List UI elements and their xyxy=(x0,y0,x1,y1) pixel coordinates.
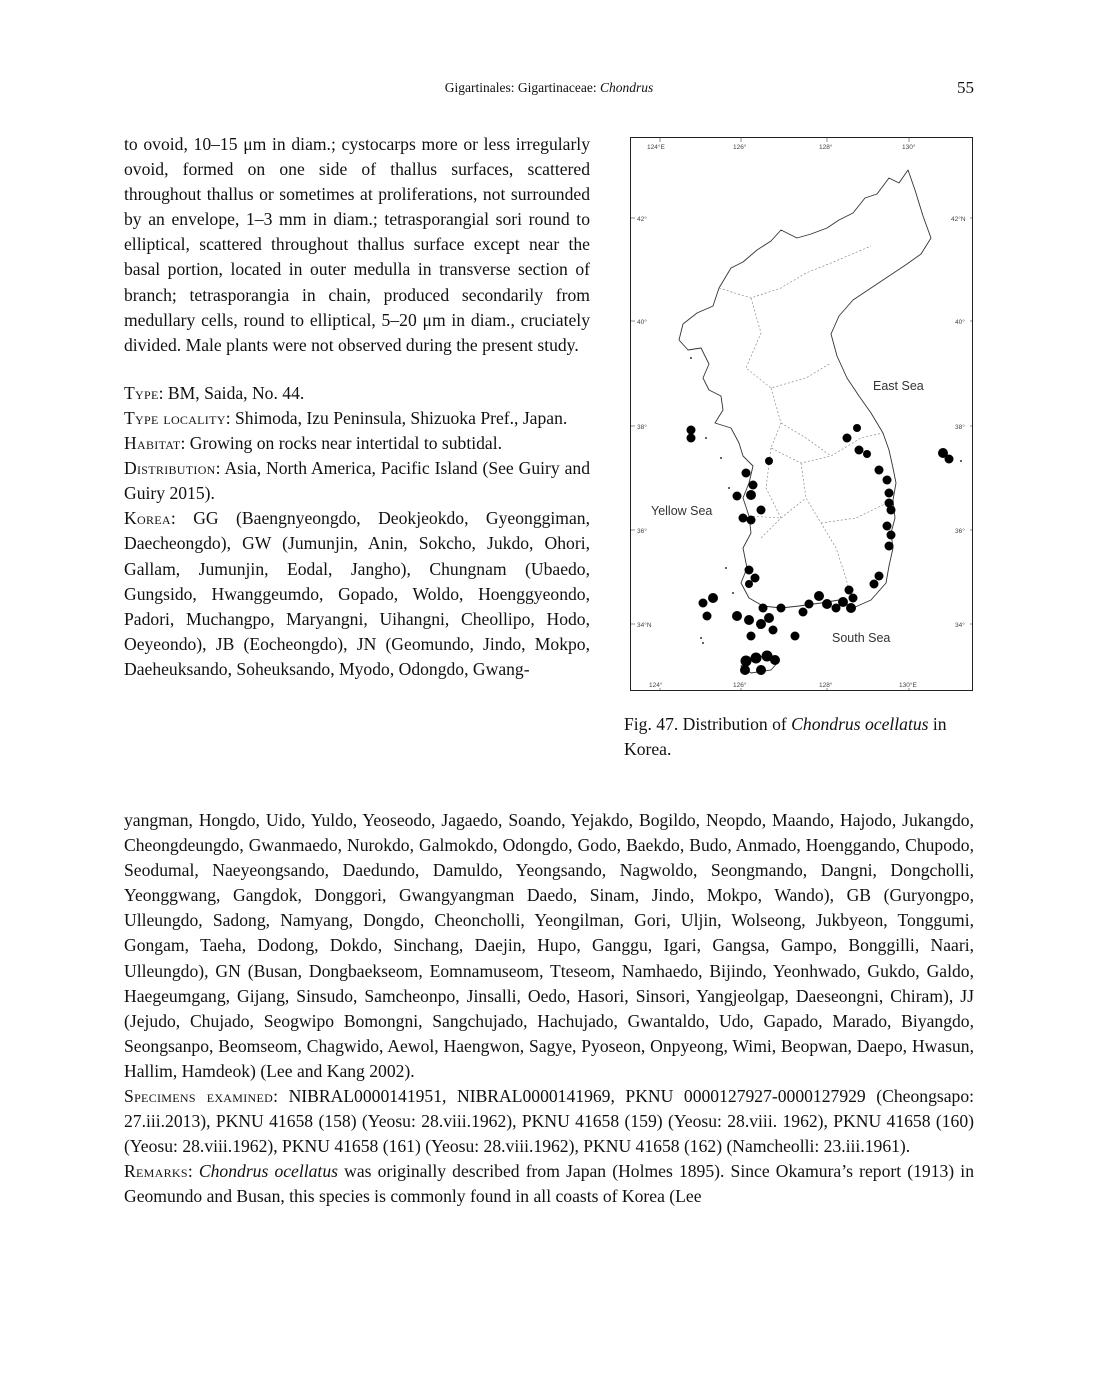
east-sea-label: East Sea xyxy=(873,379,924,393)
lat-label-left: 38° xyxy=(637,424,647,431)
distribution-marker xyxy=(875,466,884,475)
distribution-marker xyxy=(756,665,766,675)
lon-label-top: 128° xyxy=(819,144,833,151)
lat-label-left: 40° xyxy=(637,319,647,326)
distribution-marker xyxy=(687,426,696,435)
distribution-marker xyxy=(887,506,896,515)
distribution-marker xyxy=(845,586,854,595)
distribution-marker xyxy=(846,603,856,613)
lon-label-bottom: 128° xyxy=(819,682,833,689)
distribution-marker xyxy=(699,599,708,608)
distribution-marker xyxy=(747,632,756,641)
specimens-entry xyxy=(124,1084,974,1159)
lat-label-right: 34° xyxy=(955,622,965,629)
distribution-marker xyxy=(887,531,896,540)
korea-continued: yangman, Hongdo, Uido, Yuldo, Yeoseodo, Jagaedo, Soando, Yejakdo, Bogildo, Neopdo, Maando, Hajodo, Jukangdo, Cheongdeungdo, Gwanmaedo, Nurokdo, Galmokdo, Odongdo, Godo, Baekdo, Budo, Anmado, Hoenggando, Chupodo, Seodumal, Naeyeongsando, Daedundo, Damuldo, Yeongsando, Nagwoldo, Seongmando, Dangni, Dongcholli, Yeonggwang, Gangdok, Donggori, Gwangyangman Daedo, Sinam, Jindo, Mokpo, Wando), GB (Guryongpo, Ulleungdo, Sadong, Namyang, Dongdo, Cheoncholli, Yeongilman, Gori, Uljin, Wolseong, Jukbyeon, Tonggumi, Gongam, Taeha, Dodong, Dokdo, Sinchang, Daejin, Hupo, Ganggu, Igari, Gangsa, Gampo, Bonggilli, Naari, Ulleungdo), GN (Busan, Dongbaekseom, Eomnamuseom, Tteseom, Namhaedo, Bijindo, Yeonhwado, Gukdo, Galdo, Haegeumgang, Gijang, Sinsudo, Samcheonpo, Jinsalli, Oedo, Hasori, Sinsori, Yangjeolgap, Daeseongni, Chiram), JJ (Jejudo, Chujado, Seogwipo Bomongni, Sangchujado, Hachujado, Gwantaldo, Udo, Gapado, Marado, Biyangdo, Seongsanpo, Beomseom, Chagwido, Aewol, Haengwon, Sagye, Pyoseon, Onpyeong, Wimi, Beopwan, Daepo, Hwasun, Hallim, Hamdeok) (Lee and Kang 2002). xyxy=(124,810,974,1081)
distribution-marker xyxy=(742,469,751,478)
distribution-marker xyxy=(757,506,766,515)
distribution-marker xyxy=(751,653,762,664)
distribution-marker xyxy=(687,434,696,443)
distribution-marker xyxy=(703,612,712,621)
lon-labels-bottom xyxy=(649,681,917,689)
lat-label-left: 36° xyxy=(637,528,647,535)
description-paragraph: to ovoid, 10–15 μm in diam.; cystocarps more or less irregularly ovoid, formed on one side of thallus surfaces, scattered throughout thallus or sometimes at proliferations, not surrounded by an envelope, 1–3 mm in diam.; tetrasporangial sori round to elliptical, scattered throughout thallus surface except near the basal portion, located in outer medulla in transverse section of branch; tetrasporangia in chain, produced secondarily from medullary cells, round to elliptical, 5–20 μm in diam., cruciately divided. Male plants were not observed during the present study. xyxy=(124,134,590,355)
lon-label-top: 124°E xyxy=(647,144,665,151)
yellow-sea-label: Yellow Sea xyxy=(651,504,713,518)
type-label: Type xyxy=(124,382,159,403)
distribution-marker xyxy=(745,566,754,575)
running-head-text: Gigartinales: Gigartinaceae: xyxy=(444,80,600,95)
distribution-map xyxy=(630,137,973,691)
page-header xyxy=(124,78,974,102)
full-width-text xyxy=(124,808,974,1210)
distribution-marker xyxy=(751,574,760,583)
caption-prefix: Fig. 47. Distribution of xyxy=(624,714,792,734)
distribution-marker xyxy=(863,450,871,458)
distribution-marker xyxy=(838,597,848,607)
lat-labels-right xyxy=(951,215,966,629)
korea-entry xyxy=(124,506,590,682)
remarks-entry xyxy=(124,1159,974,1209)
type-locality-text: : Shimoda, Izu Peninsula, Shizuoka Pref., Japan. xyxy=(225,407,568,428)
lon-label-bottom: 126° xyxy=(733,682,747,689)
distribution-marker xyxy=(769,626,778,635)
remarks-label: Remarks xyxy=(124,1161,188,1182)
lat-labels-left xyxy=(637,215,652,629)
lon-labels-top xyxy=(647,143,916,151)
lon-label-bottom: 124° xyxy=(649,682,663,689)
distribution-marker xyxy=(732,611,742,621)
distribution-label: Distribution xyxy=(124,458,216,479)
distribution-marker xyxy=(945,455,954,464)
remarks-colon: : xyxy=(187,1161,199,1182)
distribution-marker xyxy=(733,492,742,501)
spacer xyxy=(124,358,590,381)
distribution-marker xyxy=(885,489,894,498)
distribution-marker xyxy=(853,424,861,432)
remarks-text: was originally described from Japan (Holmes 1895). Since Okamura’s report (1913) in Geomundo and Busan, this species is commonly found in all coasts of Korea (Lee xyxy=(124,1161,974,1207)
distribution-marker xyxy=(749,481,758,490)
distribution-marker xyxy=(747,516,756,525)
caption-species: Chondrus ocellatus xyxy=(791,714,929,734)
korea-label: Korea xyxy=(124,508,171,529)
distribution-marker xyxy=(770,655,780,665)
left-column xyxy=(124,132,590,682)
distribution-marker xyxy=(765,457,773,465)
type-locality-entry xyxy=(124,406,590,431)
distribution-marker xyxy=(741,656,752,667)
distribution-marker xyxy=(870,580,879,589)
distribution-entry xyxy=(124,456,590,506)
type-text: : BM, Saida, No. 44. xyxy=(158,382,305,403)
distribution-marker xyxy=(885,542,894,551)
distribution-marker xyxy=(791,632,800,641)
running-head xyxy=(124,80,974,96)
distribution-marker xyxy=(883,476,892,485)
caption-suffix: in Korea. xyxy=(624,714,947,759)
distribution-markers xyxy=(687,424,954,675)
lat-label-left: 34°N xyxy=(637,622,652,629)
south-sea-label: South Sea xyxy=(832,631,891,645)
province-boundaries xyxy=(719,246,893,608)
distribution-marker xyxy=(777,604,786,613)
distribution-marker xyxy=(744,615,754,625)
distribution-marker xyxy=(764,613,774,623)
lat-label-left: 42° xyxy=(637,216,647,223)
specimens-text: : NIBRAL0000141951, NIBRAL0000141969, PKNU 0000127927-0000127929 (Cheongsapo: 27.iii.2013), PKNU 41658 (158) (Yeosu: 28.viii.1962), PKNU 41658 (159) (Yeosu: 28.viii. 1962), PKNU 41658 (160) (Yeosu: 28.viii.1962), PKNU 41658 (161) (Yeosu: 28.viii.1962), PKNU 41658 (162) (Namcheolli: 23.iii.1961). xyxy=(124,1086,975,1157)
lon-label-bottom: 130°E xyxy=(899,682,917,689)
running-head-genus: Chondrus xyxy=(599,80,654,95)
distribution-marker xyxy=(814,591,824,601)
type-locality-label: Type locality xyxy=(124,407,226,428)
distribution-marker xyxy=(746,490,756,500)
lat-label-right: 40° xyxy=(955,319,965,326)
lat-label-right: 36° xyxy=(955,528,965,535)
distribution-marker xyxy=(849,594,858,603)
distribution-marker xyxy=(875,572,884,581)
habitat-label: Habitat xyxy=(124,433,181,454)
distribution-marker xyxy=(708,593,718,603)
distribution-marker xyxy=(756,619,766,629)
distribution-marker xyxy=(739,514,748,523)
lat-label-right: 42°N xyxy=(951,216,966,223)
habitat-entry xyxy=(124,431,590,456)
korea-text: : GG (Baengnyeongdo, Deokjeokdo, Gyeonggiman, Daecheongdo), GW (Jumunjin, Anin, Sokcho, Jukdo, Ohori, Gallam, Jumunjin, Eodal, Jangho), Chungnam (Ubaedo, Gungsido, Hwanggeumdo, Gopado, Woldo, Hoenggyeondo, Padori, Muchangpo, Maryangni, Uihangni, Cheollipo, Hodo, Oeyeondo), JB (Eocheongdo), JN (Geomundo, Jindo, Mokpo, Daeheuksando, Soheuksando, Myodo, Odongdo, Gwang- xyxy=(124,508,590,679)
lat-label-right: 38° xyxy=(955,424,965,431)
distribution-marker xyxy=(843,434,852,443)
specimens-label: Specimens examined xyxy=(124,1086,274,1107)
distribution-marker xyxy=(855,446,864,455)
distribution-marker xyxy=(805,600,814,609)
distribution-marker xyxy=(740,665,750,675)
figure-caption xyxy=(624,712,976,762)
remarks-species: Chondrus ocellatus xyxy=(198,1161,338,1182)
distribution-marker xyxy=(883,522,892,531)
distribution-marker xyxy=(822,599,832,609)
page-number: 55 xyxy=(957,78,974,97)
type-entry xyxy=(124,381,590,406)
lon-label-top: 130° xyxy=(902,144,916,151)
distribution-marker xyxy=(799,608,808,617)
distribution-marker xyxy=(759,604,768,613)
map-svg xyxy=(631,138,973,691)
lon-label-top: 126° xyxy=(733,144,747,151)
distribution-marker xyxy=(745,580,753,588)
distribution-text: : Asia, North America, Pacific Island (See Guiry and Guiry 2015). xyxy=(124,458,590,504)
habitat-text: : Growing on rocks near intertidal to subtidal. xyxy=(180,433,503,454)
